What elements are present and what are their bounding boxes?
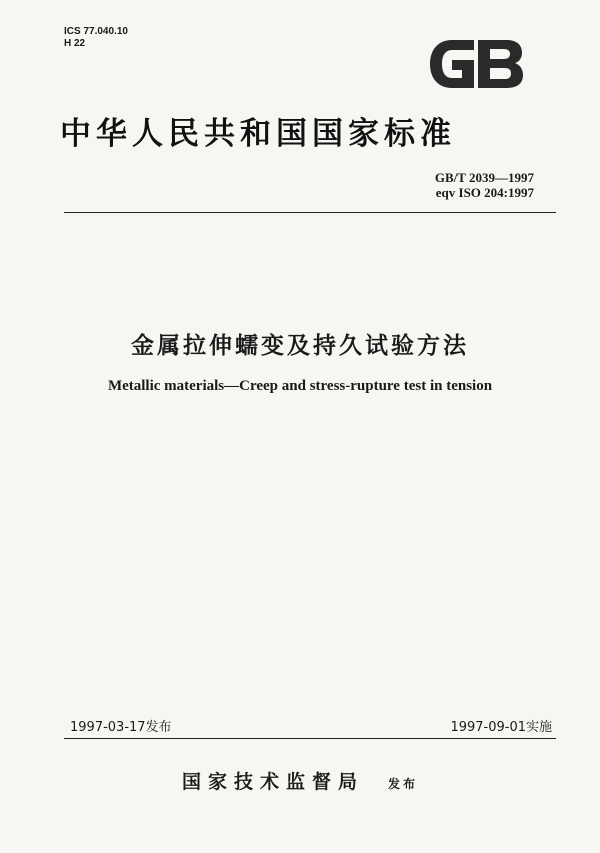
standard-code-block	[435, 170, 534, 200]
issue-date: 1997-03-17发布	[70, 720, 172, 735]
title-chinese: 金属拉伸蠕变及持久试验方法	[131, 333, 469, 359]
standard-code: GB/T 2039—1997	[434, 170, 534, 185]
national-standard-title: 中华人民共和国国家标准	[60, 116, 456, 152]
ics-block	[64, 26, 128, 50]
issue-label: 发布	[388, 777, 419, 791]
gb-logo	[426, 36, 526, 92]
header-divider	[64, 212, 556, 213]
title-english: Metallic materials—Creep and stress-rupture test in tension	[107, 378, 493, 394]
footer-divider	[64, 738, 556, 739]
issuer-row	[0, 767, 600, 794]
classification-code: H 22	[64, 38, 86, 49]
equivalent-standard: eqv ISO 204:1997	[435, 185, 534, 200]
issuer-name: 国家技术监督局	[181, 771, 364, 793]
implement-date: 1997-09-01实施	[450, 720, 552, 735]
ics-code: ICS 77.040.10	[64, 26, 128, 37]
